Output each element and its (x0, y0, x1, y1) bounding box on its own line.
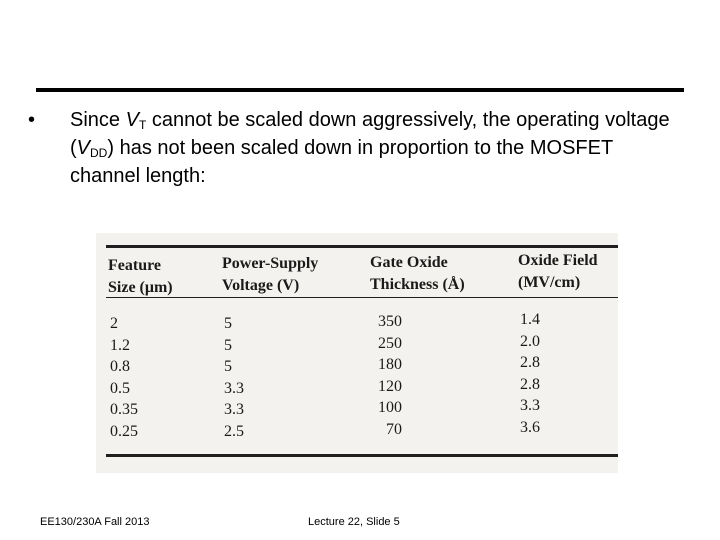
scaling-table-image (96, 233, 618, 473)
vdd-subscript: DD (90, 146, 108, 160)
cell-thickness: 350 (378, 313, 402, 330)
cell-voltage: 3.3 (224, 401, 244, 418)
cell-thickness: 70 (386, 420, 402, 438)
cell-feature-size: 0.35 (110, 401, 138, 418)
bullet-point (28, 106, 688, 190)
vt-subscript: T (138, 118, 147, 132)
bullet-text (70, 106, 688, 190)
cell-oxide-field: 2.8 (520, 375, 540, 393)
vt-symbol: V (125, 109, 139, 131)
header-oxide-field: Oxide Field (MV/cm) (518, 252, 598, 291)
table-header-rule (106, 297, 618, 298)
cell-feature-size: 0.5 (110, 379, 130, 397)
cell-thickness: 120 (378, 377, 402, 395)
header-gate-oxide: Gate Oxide Thickness (Å) (370, 254, 465, 293)
column-feature-size (110, 313, 138, 442)
cell-thickness: 250 (378, 334, 402, 352)
column-voltage (224, 313, 244, 442)
cell-feature-size: 0.8 (110, 358, 130, 375)
cell-voltage: 5 (224, 315, 232, 332)
cell-feature-size: 1.2 (110, 336, 130, 354)
cell-voltage: 5 (224, 358, 232, 375)
cell-voltage: 3.3 (224, 379, 244, 397)
bullet-text-part2: cannot be scaled down aggressively, the operating voltage ( (70, 109, 670, 159)
cell-thickness: 180 (378, 356, 402, 373)
footer-course: EE130/230A Fall 2013 (40, 516, 150, 528)
vdd-symbol: V (76, 137, 91, 159)
cell-feature-size: 2 (110, 315, 118, 332)
cell-thickness: 100 (378, 399, 402, 416)
cell-oxide-field: 3.6 (520, 418, 540, 436)
cell-oxide-field: 1.4 (520, 311, 540, 328)
cell-voltage: 2.5 (224, 422, 244, 440)
bullet-text-part3: ) has not been scaled down in proportion to the MOSFET channel length: (70, 137, 613, 187)
header-power-supply: Power-Supply Voltage (V) (222, 255, 319, 294)
cell-oxide-field: 2.0 (520, 332, 540, 350)
bullet-text-part1: Since (70, 109, 126, 131)
cell-oxide-field: 3.3 (520, 397, 540, 414)
table-top-rule (106, 245, 618, 248)
cell-feature-size: 0.25 (110, 422, 138, 440)
title-divider (36, 88, 684, 92)
header-feature-size: Feature Size (μm) (108, 257, 173, 296)
column-oxide-field (520, 309, 540, 438)
table-bottom-rule (106, 454, 618, 457)
cell-oxide-field: 2.8 (520, 354, 540, 371)
footer-slide-number: Lecture 22, Slide 5 (308, 516, 400, 528)
cell-voltage: 5 (224, 336, 232, 354)
bullet-marker: • (28, 109, 36, 131)
column-thickness (364, 311, 402, 440)
